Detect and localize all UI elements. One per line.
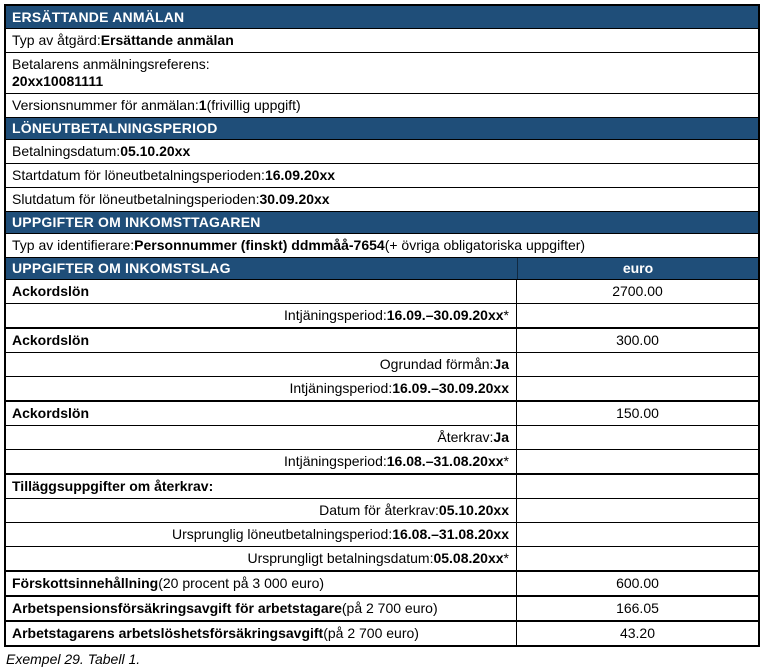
field-label: Betalningsdatum: xyxy=(12,143,121,159)
table-row xyxy=(6,52,758,93)
table-row xyxy=(6,28,758,52)
label-cell xyxy=(6,622,517,645)
euro-value-cell xyxy=(517,523,758,546)
section-header-row xyxy=(6,117,758,139)
table-row xyxy=(6,93,758,117)
field-label: * xyxy=(503,453,509,469)
field-value: 16.09.–30.09.20xx xyxy=(386,307,504,323)
field-value: 05.08.20xx xyxy=(433,550,504,566)
label-cell xyxy=(6,353,517,376)
table-row xyxy=(6,595,758,620)
field-label: Återkrav: xyxy=(437,429,494,445)
field-value: Ackordslön xyxy=(12,332,90,348)
field-label: (på 2 700 euro) xyxy=(323,625,419,641)
euro-value-cell xyxy=(517,426,758,449)
table-caption: Exempel 29. Tabell 1. xyxy=(6,651,141,667)
field-label: Intjäningsperiod: xyxy=(289,380,393,396)
euro-value-cell: 300.00 xyxy=(616,332,659,348)
euro-value-cell xyxy=(517,304,758,327)
field-label: Ogrundad förmån: xyxy=(379,356,494,372)
label-cell xyxy=(6,450,517,473)
field-value: 20xx10081111 xyxy=(12,73,104,89)
field-label: (+ övriga obligatoriska uppgifter) xyxy=(384,237,586,253)
field-value: 16.09.20xx xyxy=(264,167,336,183)
euro-value-cell: 150.00 xyxy=(616,405,659,421)
label-cell xyxy=(6,140,758,163)
table-row xyxy=(6,425,758,449)
field-value: Ackordslön xyxy=(12,405,90,421)
section-title: LÖNEUTBETALNINGSPERIOD xyxy=(12,120,218,136)
field-value: 05.10.20xx xyxy=(438,502,509,518)
label-cell xyxy=(6,304,517,327)
label-cell xyxy=(6,523,517,546)
field-value: Ersättande anmälan xyxy=(100,32,234,48)
euro-value-cell: 600.00 xyxy=(616,575,659,591)
field-value: 1 xyxy=(198,97,207,113)
field-value: Arbetstagarens arbetslöshetsförsäkringsavgift xyxy=(12,625,324,641)
field-label: Ursprungligt betalningsdatum: xyxy=(247,550,434,566)
euro-value-cell: 166.05 xyxy=(616,600,659,616)
table-row xyxy=(6,139,758,163)
table-row xyxy=(6,233,758,257)
label-cell xyxy=(6,280,517,303)
field-value: Förskottsinnehållning xyxy=(12,575,159,591)
field-value: Tilläggsuppgifter om återkrav: xyxy=(12,478,214,494)
table-row xyxy=(6,376,758,400)
field-label: (på 2 700 euro) xyxy=(341,600,438,616)
euro-value-cell xyxy=(517,353,758,376)
table-row xyxy=(6,352,758,376)
label-cell xyxy=(6,499,517,522)
field-label: Typ av identifierare: xyxy=(12,237,135,253)
table-row xyxy=(6,163,758,187)
label-cell xyxy=(6,377,517,400)
section-title: ERSÄTTANDE ANMÄLAN xyxy=(12,8,185,25)
label-cell xyxy=(6,572,517,595)
euro-value-cell: 43.20 xyxy=(619,625,656,641)
euro-value-cell xyxy=(517,499,758,522)
table-row xyxy=(6,400,758,425)
field-label: Ursprunglig löneutbetalningsperiod: xyxy=(171,526,393,542)
field-label: (frivillig uppgift) xyxy=(206,97,301,113)
label-cell xyxy=(6,188,758,211)
field-value: Ackordslön xyxy=(12,283,90,299)
section-header-row xyxy=(6,257,758,279)
field-value: 30.09.20xx xyxy=(259,191,330,207)
field-label: * xyxy=(503,550,509,566)
label-line xyxy=(12,73,752,90)
field-value: 05.10.20xx xyxy=(120,143,191,159)
euro-value-cell xyxy=(517,377,758,400)
euro-value-cell xyxy=(517,547,758,570)
section-title: UPPGIFTER OM INKOMSTSLAG xyxy=(12,260,231,276)
section-header-row xyxy=(6,211,758,233)
table-row xyxy=(6,303,758,327)
table-row xyxy=(6,473,758,498)
label-cell xyxy=(6,164,758,187)
field-label: Betalarens anmälningsreferens: xyxy=(12,56,210,72)
field-value: Arbetspensionsförsäkringsavgift för arbetstagare xyxy=(12,600,342,616)
field-value: 16.09.–30.09.20xx xyxy=(392,380,509,396)
table-row xyxy=(6,327,758,352)
label-cell xyxy=(6,426,517,449)
euro-column-header: euro xyxy=(517,258,758,279)
euro-value-cell: 2700.00 xyxy=(612,283,663,299)
label-cell xyxy=(6,53,758,93)
field-value: 16.08.–31.08.20xx xyxy=(392,526,509,542)
label-line xyxy=(12,56,752,73)
label-cell xyxy=(6,597,517,620)
table-row xyxy=(6,279,758,303)
section-header-row xyxy=(6,6,758,28)
field-value: Ja xyxy=(493,429,509,445)
field-value: 16.08.–31.08.20xx xyxy=(386,453,504,469)
table-row xyxy=(6,498,758,522)
table-row xyxy=(6,522,758,546)
field-label: (20 procent på 3 000 euro) xyxy=(158,575,325,591)
field-value: Ja xyxy=(493,356,509,372)
field-label: Typ av åtgärd: xyxy=(12,32,101,48)
euro-value-cell xyxy=(517,450,758,473)
label-cell xyxy=(6,94,758,117)
field-value: Personnummer (finskt) ddmmåå-7654 xyxy=(134,237,385,253)
table-row xyxy=(6,570,758,595)
table-row xyxy=(6,620,758,645)
label-cell xyxy=(6,29,758,52)
label-cell xyxy=(6,402,517,425)
income-register-table xyxy=(4,4,760,647)
label-cell xyxy=(6,329,517,352)
label-cell xyxy=(6,547,517,570)
table-row xyxy=(6,187,758,211)
label-cell xyxy=(6,234,758,257)
label-cell xyxy=(6,475,517,498)
field-label: Versionsnummer för anmälan: xyxy=(12,97,199,113)
field-label: Slutdatum för löneutbetalningsperioden: xyxy=(12,191,260,207)
field-label: Intjäningsperiod: xyxy=(284,307,387,323)
table-row xyxy=(6,546,758,570)
field-label: Intjäningsperiod: xyxy=(284,453,387,469)
section-title: UPPGIFTER OM INKOMSTTAGAREN xyxy=(12,214,261,230)
table-row xyxy=(6,449,758,473)
field-label: Datum för återkrav: xyxy=(319,502,439,518)
field-label: * xyxy=(503,307,509,323)
euro-value-cell xyxy=(517,475,758,498)
field-label: Startdatum för löneutbetalningsperioden: xyxy=(12,167,265,183)
